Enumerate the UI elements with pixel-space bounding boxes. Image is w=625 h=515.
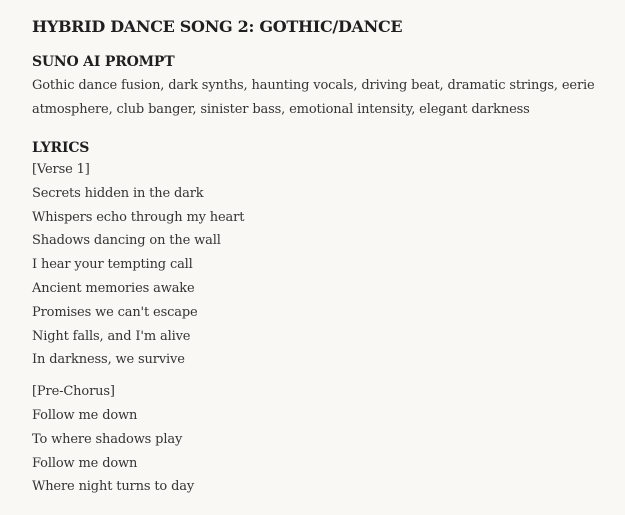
prompt-heading: SUNO AI PROMPT [32, 54, 175, 70]
lyric-line: Night falls, and I'm alive [32, 328, 191, 344]
lyric-line: Promises we can't escape [32, 304, 198, 320]
lyric-line: Shadows dancing on the wall [32, 233, 221, 249]
lyric-line: Follow me down [32, 455, 138, 471]
lyrics-section [32, 138, 605, 499]
stanza-pre-chorus [32, 380, 605, 499]
lyric-line: [Verse 1] [32, 162, 90, 177]
lyrics-heading: LYRICS [32, 140, 90, 156]
lyric-line: I hear your tempting call [32, 257, 193, 273]
lyric-line: [Pre-Chorus] [32, 384, 115, 400]
lyric-line: Secrets hidden in the dark [32, 185, 204, 201]
lyric-line: Where night turns to day [32, 479, 195, 495]
lyric-line: In darkness, we survive [32, 352, 185, 368]
stanza-verse-1 [32, 158, 605, 372]
prompt-text: Gothic dance fusion, dark synths, haunting vocals, driving beat, dramatic strings, eerie atmosphere, club banger, sinister bass, emotional intensity, elegant darkness [32, 78, 595, 117]
lyric-line: Ancient memories awake [32, 280, 195, 296]
document-title: HYBRID DANCE SONG 2: GOTHIC/DANCE [32, 17, 403, 36]
lyric-line: Whispers echo through my heart [32, 209, 245, 225]
lyric-line: Follow me down [32, 407, 138, 423]
lyric-line: To where shadows play [32, 431, 183, 447]
prompt-section [32, 52, 605, 121]
